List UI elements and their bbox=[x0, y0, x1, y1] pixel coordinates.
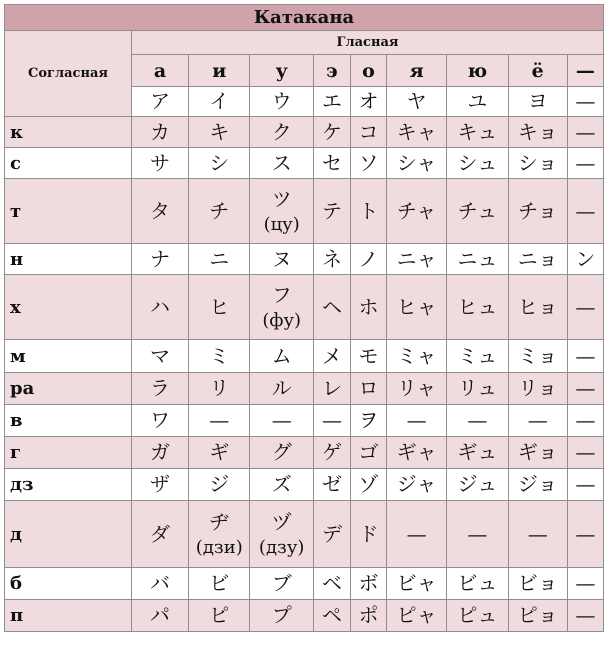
kana-glyph: シ bbox=[209, 150, 230, 175]
kana-cell bbox=[567, 275, 603, 340]
kana-glyph: ヂ bbox=[209, 509, 230, 534]
kana-glyph: ヲ bbox=[358, 408, 379, 432]
kana-glyph: ホ bbox=[358, 294, 379, 319]
kana-cell bbox=[386, 600, 446, 632]
table-row bbox=[5, 117, 604, 148]
kana-cell bbox=[250, 437, 313, 469]
kana-cell bbox=[567, 148, 603, 179]
kana-glyph: オ bbox=[358, 89, 379, 113]
kana-cell bbox=[386, 179, 446, 244]
kana-glyph: ジャ bbox=[396, 472, 437, 496]
kana-cell bbox=[567, 179, 603, 244]
kana-glyph: キャ bbox=[396, 119, 437, 144]
kana-glyph: ショ bbox=[517, 150, 558, 175]
kana-cell bbox=[447, 568, 508, 600]
kana-glyph: — bbox=[527, 408, 548, 432]
kana-glyph: ヒョ bbox=[517, 294, 558, 319]
kana-glyph: ラ bbox=[150, 376, 171, 400]
kana-cell bbox=[131, 117, 188, 148]
kana-cell bbox=[567, 437, 603, 469]
kana-cell bbox=[131, 179, 188, 244]
kana-glyph: ミュ bbox=[457, 343, 498, 368]
kana-cell bbox=[350, 179, 386, 244]
kana-cell bbox=[189, 373, 250, 405]
consonant-label: к bbox=[5, 117, 132, 148]
kana-glyph: ジ bbox=[209, 472, 230, 496]
kana-cell bbox=[313, 469, 350, 501]
kana-cell bbox=[350, 437, 386, 469]
kana-cell bbox=[131, 373, 188, 405]
vowel-group-header: Гласная bbox=[131, 31, 603, 55]
kana-cell bbox=[447, 405, 508, 437]
kana-glyph: ユ bbox=[467, 89, 488, 113]
kana-cell bbox=[350, 568, 386, 600]
kana-glyph: パ bbox=[150, 603, 171, 627]
kana-glyph: フ bbox=[271, 282, 292, 307]
consonant-label: д bbox=[5, 501, 132, 568]
kana-cell bbox=[386, 87, 446, 117]
kana-cell bbox=[447, 340, 508, 373]
kana-glyph: ド bbox=[358, 521, 379, 546]
kana-cell bbox=[131, 600, 188, 632]
kana-cell bbox=[567, 600, 603, 632]
kana-glyph: — bbox=[575, 603, 596, 627]
kana-glyph: レ bbox=[321, 376, 342, 400]
vowel-header-ya: я bbox=[386, 55, 446, 87]
kana-cell bbox=[508, 373, 567, 405]
kana-cell bbox=[131, 469, 188, 501]
kana-cell bbox=[447, 501, 508, 568]
kana-cell bbox=[131, 275, 188, 340]
kana-glyph: ヒュ bbox=[457, 294, 498, 319]
kana-glyph: ビ bbox=[209, 571, 230, 595]
kana-glyph: ウ bbox=[271, 89, 292, 113]
kana-cell bbox=[250, 117, 313, 148]
kana-glyph: ダ bbox=[150, 521, 171, 546]
kana-cell bbox=[447, 600, 508, 632]
kana-cell bbox=[313, 568, 350, 600]
kana-glyph: ペ bbox=[321, 603, 342, 627]
kana-cell bbox=[313, 148, 350, 179]
kana-glyph: ニュ bbox=[457, 246, 498, 271]
kana-cell bbox=[386, 244, 446, 275]
kana-cell bbox=[131, 501, 188, 568]
kana-glyph: ゼ bbox=[321, 472, 342, 496]
table-row bbox=[5, 600, 604, 632]
kana-glyph: ヌ bbox=[271, 246, 292, 271]
kana-glyph: カ bbox=[150, 119, 171, 144]
kana-glyph: ピャ bbox=[396, 603, 437, 627]
kana-glyph: ク bbox=[271, 119, 292, 144]
kana-glyph: リョ bbox=[518, 376, 558, 400]
kana-cell bbox=[313, 340, 350, 373]
kana-cell bbox=[189, 179, 250, 244]
kana-glyph: ワ bbox=[150, 408, 171, 432]
kana-cell bbox=[250, 179, 313, 244]
kana-cell bbox=[131, 244, 188, 275]
kana-cell bbox=[386, 340, 446, 373]
kana-cell bbox=[567, 87, 603, 117]
kana-cell bbox=[350, 373, 386, 405]
kana-glyph: — bbox=[467, 408, 488, 432]
consonant-label: м bbox=[5, 340, 132, 373]
kana-glyph: キョ bbox=[517, 119, 558, 144]
kana-cell bbox=[350, 600, 386, 632]
kana-cell bbox=[447, 373, 508, 405]
kana-cell bbox=[131, 148, 188, 179]
table-row bbox=[5, 469, 604, 501]
kana-cell bbox=[567, 117, 603, 148]
kana-cell bbox=[447, 179, 508, 244]
consonant-label: дз bbox=[5, 469, 132, 501]
katakana-table bbox=[4, 4, 604, 632]
kana-glyph: ヘ bbox=[321, 294, 342, 319]
kana-glyph: ニョ bbox=[517, 246, 558, 271]
kana-glyph: チョ bbox=[518, 198, 558, 223]
kana-cell bbox=[250, 600, 313, 632]
table-row bbox=[5, 501, 604, 568]
kana-cell bbox=[313, 87, 350, 117]
kana-cell bbox=[350, 340, 386, 373]
kana-cell bbox=[313, 373, 350, 405]
kana-glyph: — bbox=[575, 440, 596, 464]
kana-glyph: — bbox=[575, 376, 596, 400]
kana-glyph: ヒャ bbox=[396, 294, 437, 319]
kana-glyph: — bbox=[575, 521, 596, 546]
table-row bbox=[5, 148, 604, 179]
kana-glyph: ニャ bbox=[396, 246, 437, 271]
kana-glyph: — bbox=[527, 521, 548, 546]
kana-glyph: ム bbox=[271, 343, 292, 368]
kana-glyph: ハ bbox=[150, 294, 171, 319]
kana-cell bbox=[350, 87, 386, 117]
kana-glyph: ズ bbox=[271, 472, 292, 496]
kana-cell bbox=[508, 275, 567, 340]
kana-cell bbox=[250, 340, 313, 373]
kana-glyph: ナ bbox=[150, 246, 171, 271]
kana-glyph: ロ bbox=[358, 376, 379, 400]
kana-glyph: ゾ bbox=[358, 472, 379, 496]
kana-glyph: ベ bbox=[321, 571, 342, 595]
kana-glyph: ヒ bbox=[209, 294, 230, 319]
kana-glyph: ゴ bbox=[358, 440, 379, 464]
kana-glyph: ソ bbox=[358, 150, 379, 175]
kana-cell bbox=[313, 600, 350, 632]
kana-glyph: チュ bbox=[457, 198, 498, 223]
kana-glyph: ヨ bbox=[527, 89, 548, 113]
kana-cell bbox=[567, 469, 603, 501]
vowel-header-none: — bbox=[567, 55, 603, 87]
kana-glyph: ン bbox=[575, 246, 596, 271]
kana-cell bbox=[508, 405, 567, 437]
kana-cell bbox=[567, 340, 603, 373]
kana-glyph: イ bbox=[209, 89, 230, 113]
kana-glyph: ギャ bbox=[396, 440, 437, 464]
kana-glyph: マ bbox=[150, 343, 171, 368]
kana-cell bbox=[250, 244, 313, 275]
consonant-label: с bbox=[5, 148, 132, 179]
kana-glyph: — bbox=[575, 89, 596, 113]
kana-glyph: ス bbox=[271, 150, 292, 175]
kana-cell bbox=[313, 244, 350, 275]
kana-cell bbox=[313, 117, 350, 148]
kana-cell bbox=[313, 179, 350, 244]
consonant-column-header: Согласная bbox=[5, 31, 132, 117]
romanization-note: (дзи) bbox=[195, 536, 243, 558]
kana-cell bbox=[386, 275, 446, 340]
kana-glyph: ジュ bbox=[457, 472, 498, 496]
kana-cell bbox=[386, 148, 446, 179]
kana-glyph: ゲ bbox=[321, 440, 342, 464]
kana-glyph: テ bbox=[321, 198, 342, 223]
vowel-header-i: и bbox=[189, 55, 250, 87]
kana-cell bbox=[131, 568, 188, 600]
kana-cell bbox=[567, 405, 603, 437]
kana-cell bbox=[508, 437, 567, 469]
kana-glyph: ビュ bbox=[457, 571, 498, 595]
kana-glyph: サ bbox=[150, 150, 171, 175]
kana-glyph: リュ bbox=[457, 376, 498, 400]
kana-cell bbox=[567, 568, 603, 600]
table-row bbox=[5, 405, 604, 437]
kana-cell bbox=[250, 275, 313, 340]
kana-glyph: — bbox=[209, 408, 230, 432]
kana-cell bbox=[447, 244, 508, 275]
kana-cell bbox=[250, 469, 313, 501]
kana-cell bbox=[508, 568, 567, 600]
kana-cell bbox=[386, 501, 446, 568]
kana-glyph: ニ bbox=[209, 246, 230, 271]
kana-glyph: コ bbox=[358, 119, 379, 144]
table-title: Катакана bbox=[5, 5, 604, 31]
kana-glyph: シュ bbox=[457, 150, 498, 175]
kana-glyph: — bbox=[575, 408, 596, 432]
kana-glyph: バ bbox=[150, 571, 171, 595]
vowel-header-yo: ё bbox=[508, 55, 567, 87]
kana-glyph: — bbox=[467, 521, 488, 546]
kana-cell bbox=[350, 148, 386, 179]
kana-glyph: ネ bbox=[321, 246, 342, 271]
kana-cell bbox=[350, 501, 386, 568]
kana-cell bbox=[189, 568, 250, 600]
kana-glyph: ノ bbox=[358, 246, 379, 271]
kana-cell bbox=[508, 117, 567, 148]
kana-cell bbox=[189, 437, 250, 469]
kana-cell bbox=[189, 117, 250, 148]
table-row bbox=[5, 437, 604, 469]
kana-glyph: ツ bbox=[271, 186, 292, 211]
kana-cell bbox=[386, 117, 446, 148]
kana-cell bbox=[508, 179, 567, 244]
kana-cell bbox=[386, 373, 446, 405]
kana-glyph: — bbox=[575, 119, 596, 144]
kana-cell bbox=[250, 501, 313, 568]
kana-glyph: ビョ bbox=[517, 571, 558, 595]
kana-cell bbox=[508, 340, 567, 373]
kana-cell bbox=[567, 373, 603, 405]
kana-glyph: ト bbox=[358, 198, 379, 223]
consonant-label: х bbox=[5, 275, 132, 340]
kana-glyph: ミョ bbox=[517, 343, 558, 368]
kana-glyph: リャ bbox=[396, 376, 437, 400]
kana-cell bbox=[447, 275, 508, 340]
consonant-label: в bbox=[5, 405, 132, 437]
vowel-header-e: э bbox=[313, 55, 350, 87]
kana-cell bbox=[250, 373, 313, 405]
table-row bbox=[5, 244, 604, 275]
kana-cell bbox=[313, 437, 350, 469]
kana-cell bbox=[189, 340, 250, 373]
kana-glyph: — bbox=[321, 408, 342, 432]
kana-cell bbox=[386, 405, 446, 437]
kana-cell bbox=[447, 469, 508, 501]
kana-cell bbox=[131, 340, 188, 373]
kana-glyph: タ bbox=[150, 198, 171, 223]
vowel-header-u: у bbox=[250, 55, 313, 87]
table-row bbox=[5, 373, 604, 405]
kana-cell bbox=[350, 275, 386, 340]
kana-cell bbox=[250, 87, 313, 117]
kana-cell bbox=[508, 469, 567, 501]
kana-cell bbox=[386, 568, 446, 600]
kana-glyph: チ bbox=[209, 198, 230, 223]
kana-cell bbox=[350, 244, 386, 275]
kana-cell bbox=[508, 501, 567, 568]
kana-glyph: ピョ bbox=[517, 603, 558, 627]
vowel-header-yu: ю bbox=[447, 55, 508, 87]
kana-glyph: ポ bbox=[358, 603, 379, 627]
romanization-note: (фу) bbox=[262, 309, 302, 331]
kana-glyph: リ bbox=[209, 376, 230, 400]
kana-cell bbox=[189, 405, 250, 437]
kana-cell bbox=[189, 501, 250, 568]
kana-cell bbox=[567, 244, 603, 275]
kana-cell bbox=[250, 148, 313, 179]
kana-cell bbox=[350, 117, 386, 148]
kana-glyph: シャ bbox=[396, 150, 437, 175]
kana-glyph: ギョ bbox=[517, 440, 558, 464]
kana-glyph: — bbox=[575, 472, 596, 496]
kana-cell bbox=[447, 117, 508, 148]
kana-glyph: — bbox=[271, 408, 292, 432]
kana-glyph: プ bbox=[271, 603, 292, 627]
vowel-header-o: о bbox=[350, 55, 386, 87]
consonant-label: б bbox=[5, 568, 132, 600]
consonant-label: г bbox=[5, 437, 132, 469]
kana-glyph: ピュ bbox=[457, 603, 498, 627]
kana-glyph: ギ bbox=[209, 440, 230, 464]
table-row bbox=[5, 568, 604, 600]
kana-glyph: モ bbox=[358, 343, 379, 368]
kana-glyph: ジョ bbox=[517, 472, 558, 496]
kana-glyph: ガ bbox=[150, 440, 171, 464]
kana-glyph: セ bbox=[321, 150, 342, 175]
romanization-note: (цу) bbox=[263, 213, 300, 235]
kana-glyph: — bbox=[575, 150, 596, 175]
kana-glyph: — bbox=[575, 198, 596, 223]
kana-glyph: — bbox=[575, 294, 596, 319]
kana-cell bbox=[350, 405, 386, 437]
romanization-note: (дзу) bbox=[258, 536, 305, 558]
kana-glyph: ル bbox=[271, 376, 292, 400]
vowel-header-a: а bbox=[131, 55, 188, 87]
kana-cell bbox=[131, 437, 188, 469]
consonant-label: т bbox=[5, 179, 132, 244]
kana-cell bbox=[508, 600, 567, 632]
kana-glyph: ザ bbox=[150, 472, 171, 496]
kana-cell bbox=[131, 87, 188, 117]
kana-glyph: — bbox=[575, 343, 596, 368]
kana-cell bbox=[350, 469, 386, 501]
consonant-label: п bbox=[5, 600, 132, 632]
kana-glyph: エ bbox=[321, 89, 342, 113]
kana-glyph: ケ bbox=[321, 119, 342, 144]
kana-glyph: ピ bbox=[209, 603, 230, 627]
kana-glyph: キュ bbox=[457, 119, 498, 144]
kana-glyph: ミャ bbox=[396, 343, 437, 368]
kana-cell bbox=[189, 469, 250, 501]
kana-glyph: ミ bbox=[209, 343, 230, 368]
kana-cell bbox=[313, 275, 350, 340]
kana-glyph: ヅ bbox=[271, 509, 292, 534]
kana-glyph: メ bbox=[321, 343, 342, 368]
kana-cell bbox=[567, 501, 603, 568]
kana-glyph: ブ bbox=[271, 571, 292, 595]
kana-cell bbox=[508, 148, 567, 179]
consonant-label: ра bbox=[5, 373, 132, 405]
kana-cell bbox=[189, 87, 250, 117]
kana-glyph: ギュ bbox=[457, 440, 498, 464]
kana-glyph: — bbox=[575, 571, 596, 595]
kana-glyph: チャ bbox=[396, 198, 437, 223]
kana-glyph: キ bbox=[209, 119, 230, 144]
kana-cell bbox=[313, 501, 350, 568]
kana-cell bbox=[447, 148, 508, 179]
table-row bbox=[5, 179, 604, 244]
kana-cell bbox=[386, 469, 446, 501]
kana-cell bbox=[189, 148, 250, 179]
table-row bbox=[5, 275, 604, 340]
kana-cell bbox=[250, 405, 313, 437]
kana-cell bbox=[386, 437, 446, 469]
consonant-label: н bbox=[5, 244, 132, 275]
kana-glyph: グ bbox=[271, 440, 292, 464]
kana-cell bbox=[189, 244, 250, 275]
kana-glyph: — bbox=[406, 408, 427, 432]
kana-glyph: ビャ bbox=[396, 571, 437, 595]
table-row bbox=[5, 340, 604, 373]
kana-cell bbox=[313, 405, 350, 437]
kana-cell bbox=[189, 600, 250, 632]
kana-cell bbox=[447, 87, 508, 117]
kana-glyph: ア bbox=[150, 89, 171, 113]
kana-glyph: — bbox=[406, 521, 427, 546]
kana-glyph: ヤ bbox=[406, 89, 427, 113]
kana-cell bbox=[189, 275, 250, 340]
kana-glyph: デ bbox=[321, 521, 342, 546]
kana-cell bbox=[131, 405, 188, 437]
kana-glyph: ボ bbox=[358, 571, 379, 595]
kana-cell bbox=[447, 437, 508, 469]
kana-cell bbox=[508, 244, 567, 275]
kana-cell bbox=[508, 87, 567, 117]
kana-cell bbox=[250, 568, 313, 600]
